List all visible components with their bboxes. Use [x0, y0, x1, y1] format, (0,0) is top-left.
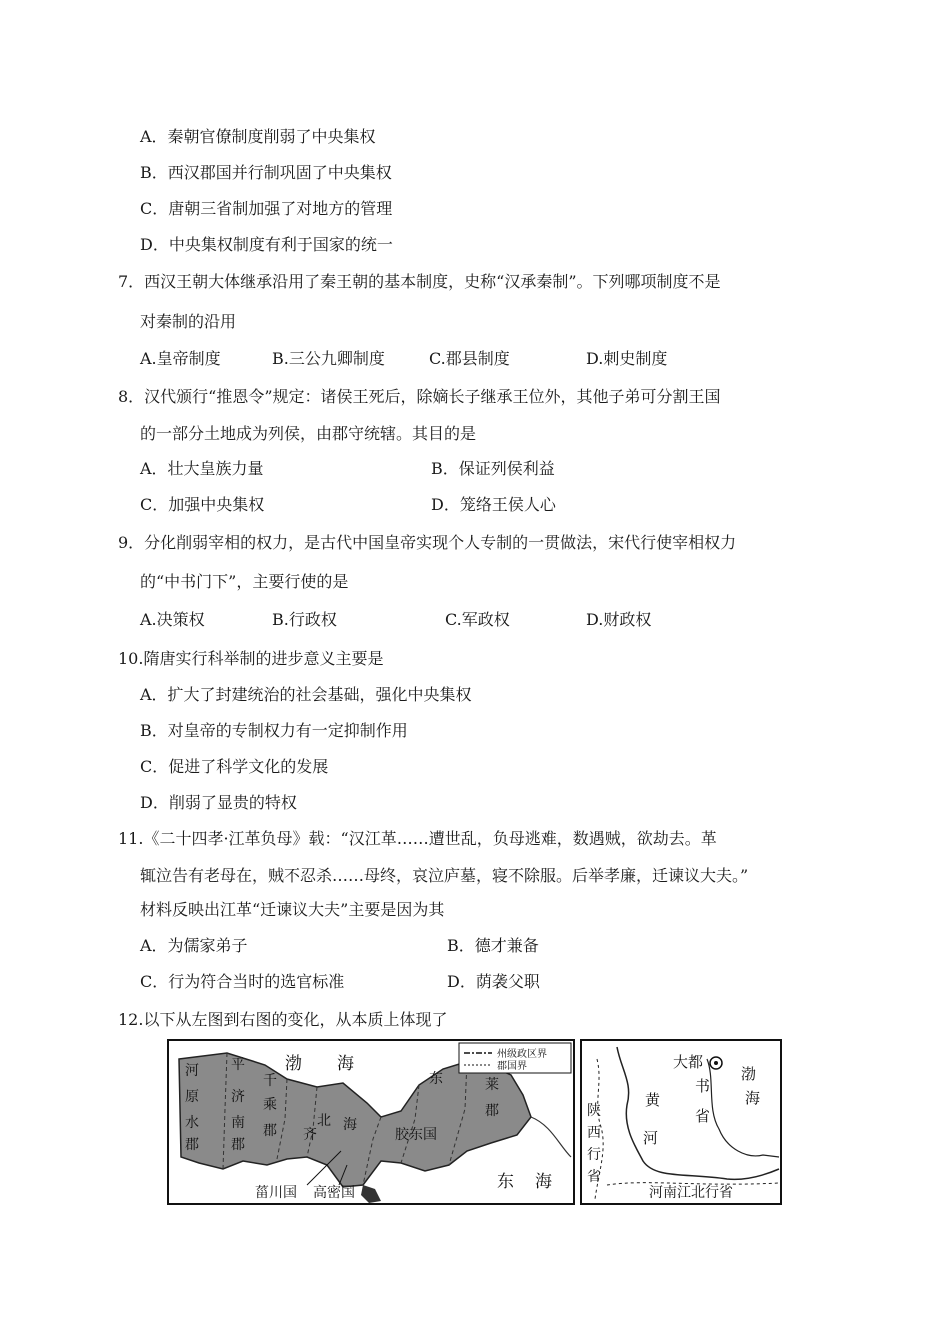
- q6-option-b[interactable]: B．西汉郡国并行制巩固了中央集权: [140, 163, 392, 182]
- map-label: 菑川国: [255, 1185, 297, 1201]
- map-label: 胶东国: [395, 1127, 437, 1143]
- map-label: 省: [695, 1107, 711, 1125]
- map-label: 渤: [741, 1065, 757, 1083]
- map-label: 齐: [303, 1127, 317, 1143]
- map-label: 海: [343, 1117, 357, 1133]
- map-label: 河: [643, 1129, 659, 1147]
- map-label: 原: [185, 1089, 199, 1105]
- q8-option-a[interactable]: A．壮大皇族力量: [140, 459, 264, 478]
- map-label: 千: [263, 1073, 277, 1089]
- q6-option-d[interactable]: D．中央集权制度有利于国家的统一: [140, 235, 393, 254]
- left-map: [168, 1040, 574, 1204]
- map-label: 东: [497, 1172, 514, 1192]
- q8-option-d[interactable]: D．笼络王侯人心: [431, 495, 556, 514]
- map-label: 渤: [285, 1054, 302, 1074]
- legend-state-label: 州级政区界: [497, 1049, 547, 1060]
- map-label: 东: [429, 1071, 443, 1087]
- q7-option-b[interactable]: B.三公九卿制度: [272, 349, 385, 368]
- map-label: 郡: [263, 1123, 277, 1139]
- map-label: 省: [587, 1169, 601, 1185]
- q10-option-a[interactable]: A．扩大了封建统治的社会基础，强化中央集权: [140, 685, 472, 704]
- q9-stem-line-1: 9．分化削弱宰相的权力，是古代中国皇帝实现个人专制的一贯做法，宋代行使宰相权力: [118, 533, 737, 552]
- map-label: 郡: [185, 1137, 199, 1153]
- q8-stem-line-1: 8．汉代颁行“推恩令”规定：诸侯王死后，除嫡长子继承王位外，其他子弟可分割王国: [118, 387, 721, 406]
- q7-option-c[interactable]: C.郡县制度: [429, 349, 510, 368]
- map-label: 海: [745, 1089, 761, 1107]
- map-label: 黄: [645, 1091, 661, 1109]
- q7-stem-line-2: 对秦制的沿用: [140, 312, 237, 331]
- map-label: 水: [185, 1115, 199, 1131]
- q12-stem: 12.以下从左图到右图的变化，从本质上体现了: [118, 1010, 448, 1029]
- q6-option-c[interactable]: C．唐朝三省制加强了对地方的管理: [140, 199, 393, 218]
- q9-option-b[interactable]: B.行政权: [272, 610, 337, 629]
- q10-stem: 10.隋唐实行科举制的进步意义主要是: [118, 649, 384, 668]
- map-label: 平: [231, 1057, 245, 1073]
- map-label: 西: [587, 1125, 601, 1141]
- map-label: 济: [231, 1089, 245, 1105]
- map-label: 高密国: [313, 1185, 355, 1201]
- map-label: 乘: [263, 1097, 277, 1113]
- right-map: [581, 1040, 781, 1204]
- q12-maps: [167, 1039, 783, 1207]
- q8-option-b[interactable]: B．保证列侯利益: [431, 459, 555, 478]
- dadu-capital-dot: [714, 1061, 718, 1065]
- legend-commandery-label: 郡国界: [497, 1061, 527, 1072]
- q11-stem-line-2: 辄泣告有老母在，贼不忍杀……母终，哀泣庐墓，寝不除服。后举孝廉，迁谏议大夫。”: [140, 866, 749, 885]
- q9-option-a[interactable]: A.决策权: [140, 610, 205, 629]
- q9-option-c[interactable]: C.军政权: [445, 610, 510, 629]
- map-label: 行: [587, 1147, 601, 1163]
- map-label: 河: [185, 1063, 199, 1079]
- map-label: 海: [535, 1172, 552, 1192]
- map-label: 大都: [673, 1053, 704, 1071]
- map-label: 海: [337, 1054, 354, 1074]
- q9-option-d[interactable]: D.财政权: [586, 610, 652, 629]
- q11-stem-line-1: 11.《二十四孝·江革负母》载：“汉江革……遭世乱，负母逃难，数遇贼，欲劫去。革: [118, 829, 717, 848]
- q11-option-c[interactable]: C．行为符合当时的选官标准: [140, 972, 345, 991]
- map-label: 北: [317, 1113, 331, 1129]
- q10-option-b[interactable]: B．对皇帝的专制权力有一定抑制作用: [140, 721, 408, 740]
- q6-option-a[interactable]: A．秦朝官僚制度削弱了中央集权: [140, 127, 376, 146]
- q9-stem-line-2: 的“中书门下”，主要行使的是: [140, 572, 349, 591]
- map-label: 莱: [485, 1077, 499, 1093]
- q10-option-d[interactable]: D．削弱了显贵的特权: [140, 793, 297, 812]
- q11-option-d[interactable]: D．荫袭父职: [447, 972, 540, 991]
- map-label: 郡: [485, 1103, 499, 1119]
- q7-option-d[interactable]: D.刺史制度: [586, 349, 668, 368]
- map-label: 郡: [231, 1137, 245, 1153]
- q8-stem-line-2: 的一部分土地成为列侯，由郡守统辖。其目的是: [140, 424, 477, 443]
- q8-option-c[interactable]: C．加强中央集权: [140, 495, 265, 514]
- q7-stem-line-1: 7．西汉王朝大体继承沿用了秦王朝的基本制度，史称“汉承秦制”。下列哪项制度不是: [118, 272, 721, 291]
- map-label: 书: [695, 1077, 711, 1095]
- q11-stem-line-3: 材料反映出江革“迁谏议大夫”主要是因为其: [140, 900, 445, 919]
- map-label: 南: [231, 1115, 245, 1131]
- q11-option-b[interactable]: B．德才兼备: [447, 936, 539, 955]
- q7-option-a[interactable]: A.皇帝制度: [140, 349, 221, 368]
- map-label: 陕: [587, 1103, 601, 1119]
- map-label: 河南江北行省: [649, 1185, 733, 1201]
- q11-option-a[interactable]: A．为儒家弟子: [140, 936, 248, 955]
- q10-option-c[interactable]: C．促进了科学文化的发展: [140, 757, 329, 776]
- q12-maps-svg: [167, 1039, 783, 1207]
